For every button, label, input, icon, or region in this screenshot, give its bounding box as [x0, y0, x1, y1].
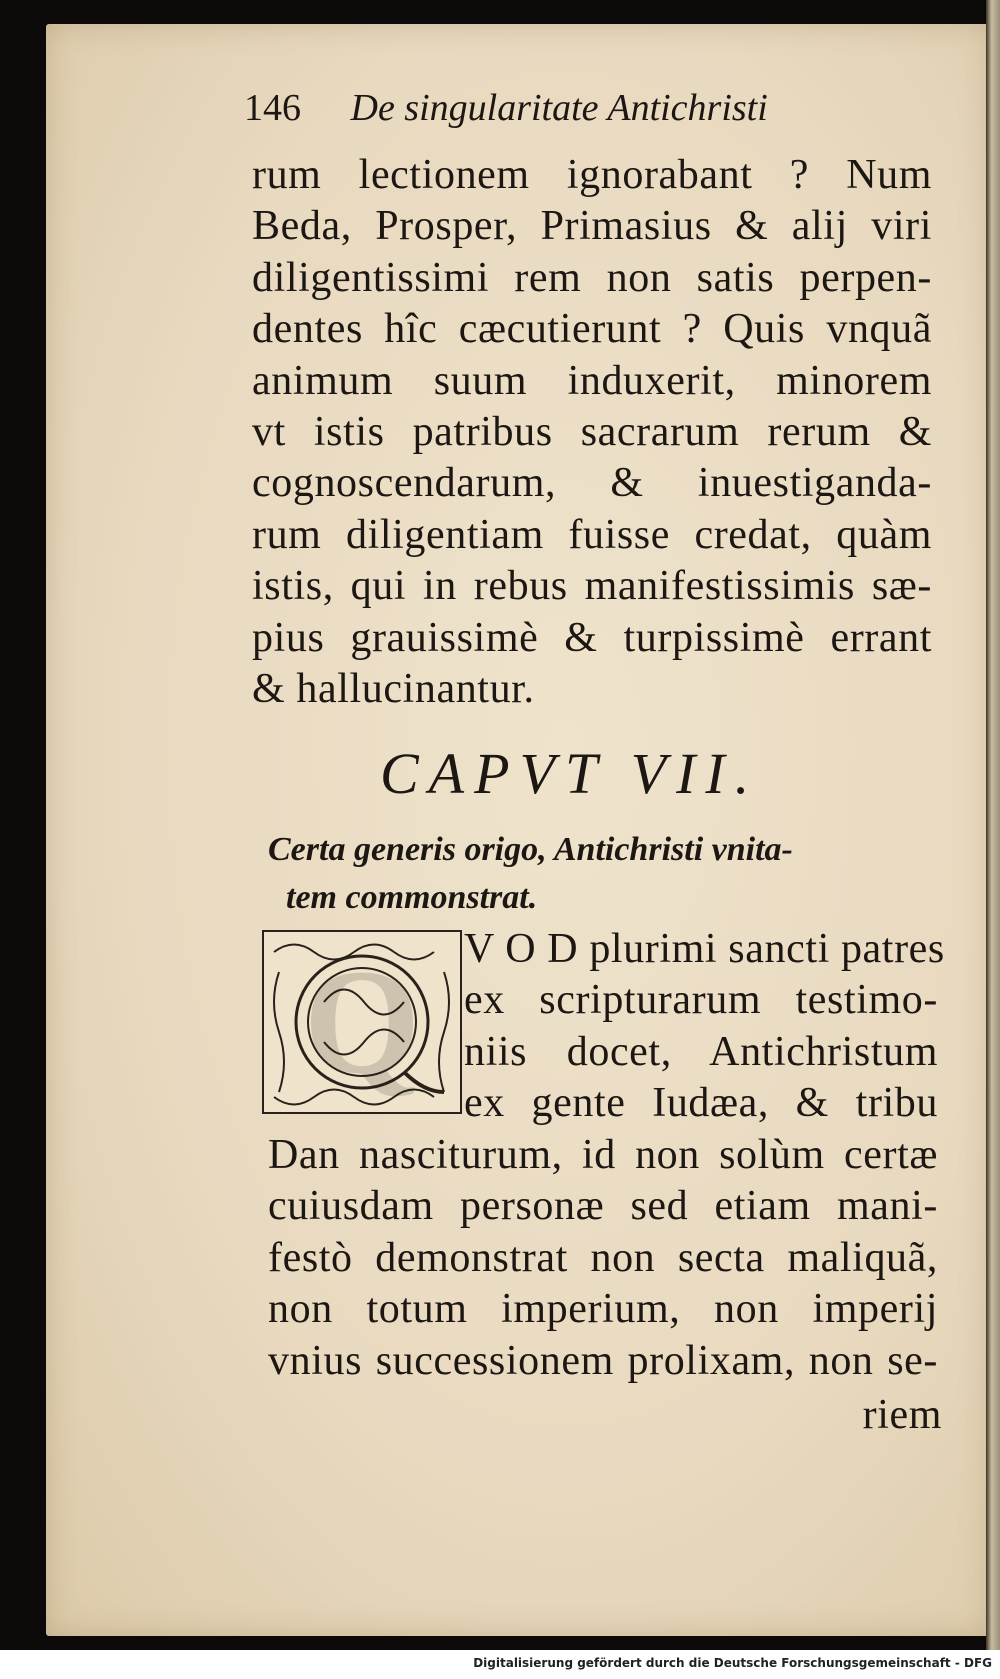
running-title: De singularitate Antichristi	[350, 87, 768, 129]
text-line: vt istis patribus sacrarum rerum &	[252, 408, 932, 455]
text-line: ex gente Iudæa, & tribu	[464, 1080, 938, 1127]
catchword: riem	[862, 1392, 942, 1438]
text-line: niis docet, Antichristum	[464, 1028, 938, 1075]
text-line: ex scripturarum testimo-	[464, 977, 938, 1024]
running-head	[244, 86, 804, 146]
text-line: pius grauissimè & turpissimè errant	[252, 614, 932, 661]
text-line: dentes hîc cæcutierunt ? Quis vnquã	[252, 306, 932, 353]
binding-edge	[986, 0, 1000, 1679]
text-line: cuiusdam personæ sed etiam mani-	[268, 1183, 938, 1230]
text-line: cognoscendarum, & inuestiganda-	[252, 460, 932, 507]
text-line: diligentissimi rem non satis perpen-	[252, 254, 932, 301]
footer-credit: Digitalisierung gefördert durch die Deutsche Forschungsgemeinschaft - DFG	[473, 1656, 992, 1670]
text-line: & hallucinantur.	[252, 665, 535, 712]
text-line: festò demonstrat non secta maliquã,	[268, 1234, 938, 1281]
text-line: non totum imperium, non imperij	[268, 1286, 938, 1333]
chapter-heading: CAPVT VII.	[380, 741, 760, 806]
chapter-subtitle	[268, 826, 948, 922]
text-line: Beda, Prosper, Primasius & alij viri	[252, 203, 932, 250]
text-line: animum suum induxerit, minorem	[252, 357, 932, 404]
text-line: Dan nasciturum, id non solùm certæ	[268, 1132, 938, 1178]
text-line: V O D plurimi sancti patres	[464, 926, 945, 972]
text-line: rum lectionem ignorabant ? Num	[252, 152, 932, 198]
text-line: rum diligentiam fuisse credat, quàm	[252, 511, 932, 558]
footer-bar	[0, 1650, 1000, 1679]
subtitle-line: Certa generis origo, Antichristi vnita-	[268, 831, 793, 868]
paragraph-1	[252, 150, 932, 715]
text-line: istis, qui in rebus manifestissimis sæ-	[252, 563, 932, 610]
subtitle-line: tem commonstrat.	[286, 879, 538, 916]
decorated-initial	[262, 930, 462, 1114]
initial-letter: Q	[303, 939, 421, 1105]
text-line: vnius successionem prolixam, non se-	[268, 1337, 938, 1384]
paragraph-2	[268, 1130, 938, 1387]
page-number: 146	[244, 87, 301, 129]
paragraph-2-beside-initial	[464, 924, 945, 1130]
